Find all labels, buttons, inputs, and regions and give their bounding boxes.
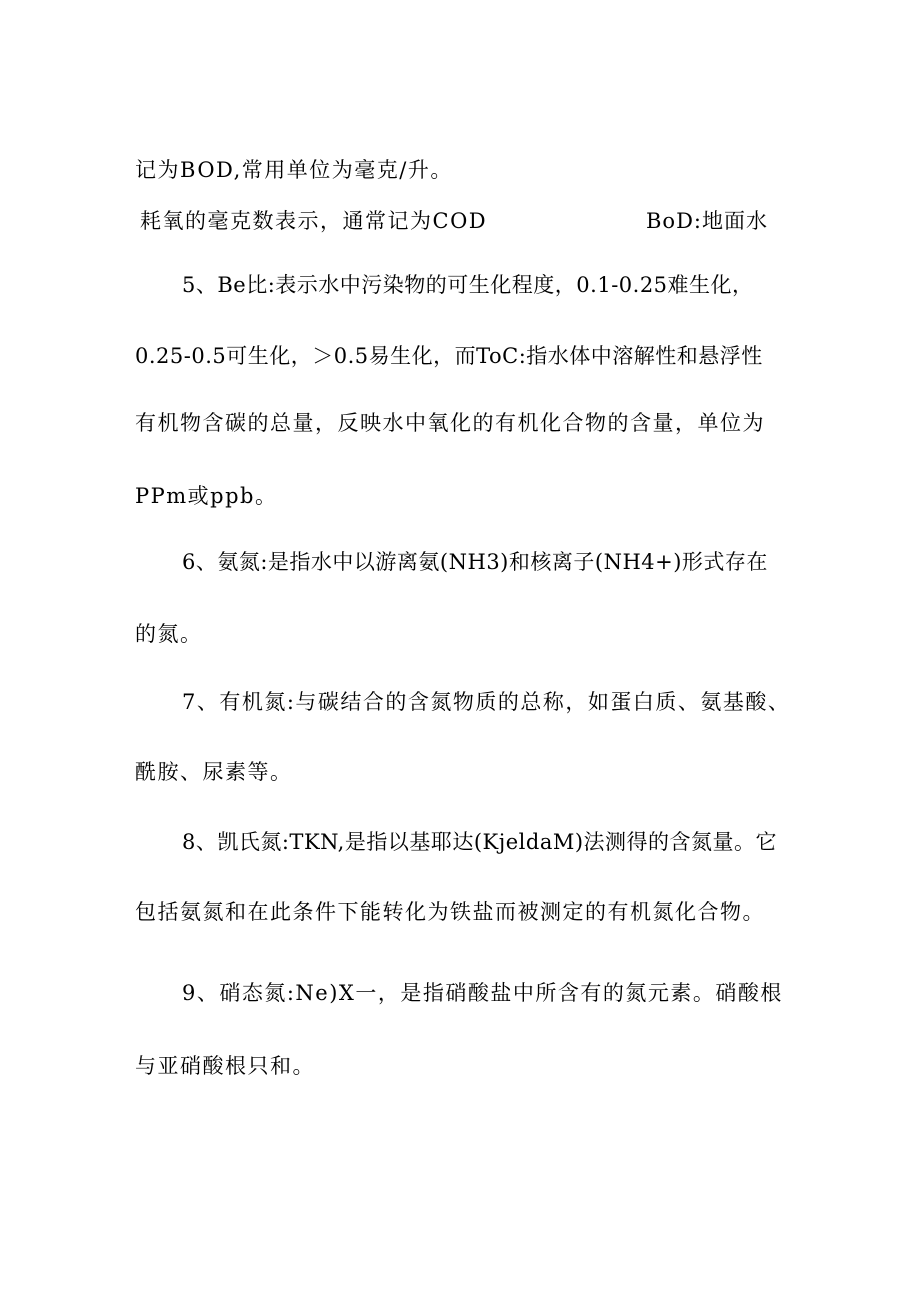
paragraph-8-line-2: 包括氨氮和在此条件下能转化为铁盐而被测定的有机氮化合物。 [135, 900, 765, 924]
paragraph-6-line-1: 6、氨氮:是指水中以游离氨(NH3)和核离子(NH4+)形式存在 [182, 550, 768, 574]
paragraph-5-line-3: 有机物含碳的总量，反映水中氧化的有机化合物的含量，单位为 [135, 411, 765, 435]
paragraph-9-line-1: 9、硝态氮:Ne)X一，是指硝酸盐中所含有的氮元素。硝酸根 [182, 981, 783, 1005]
paragraph-7-line-1: 7、有机氮:与碳结合的含氮物质的总称，如蛋白质、氨基酸、 [182, 690, 791, 714]
paragraph-5-line-1: 5、Be比:表示水中污染物的可生化程度，0.1-0.25难生化， [182, 273, 754, 297]
paragraph-5-line-4: PPm或ppb。 [135, 484, 278, 508]
paragraph-8-line-1: 8、凯氏氮:TKN,是指以基耶达(KjeldaM)法测得的含氮量。它 [182, 830, 778, 854]
paragraph-7-line-2: 酰胺、尿素等。 [135, 760, 293, 784]
text-line-bod-unit: 记为BOD,常用单位为毫克/升。 [135, 158, 453, 182]
side-note-bod: BoD:地面水 [646, 209, 768, 233]
paragraph-6-line-2: 的氮。 [135, 622, 203, 646]
paragraph-9-line-2: 与亚硝酸根只和。 [135, 1054, 315, 1078]
text-line-cod: 耗氧的毫克数表示，通常记为COD [140, 209, 488, 233]
paragraph-5-line-2: 0.25-0.5可生化，＞0.5易生化，而ToC:指水体中溶解性和悬浮性 [135, 344, 763, 368]
